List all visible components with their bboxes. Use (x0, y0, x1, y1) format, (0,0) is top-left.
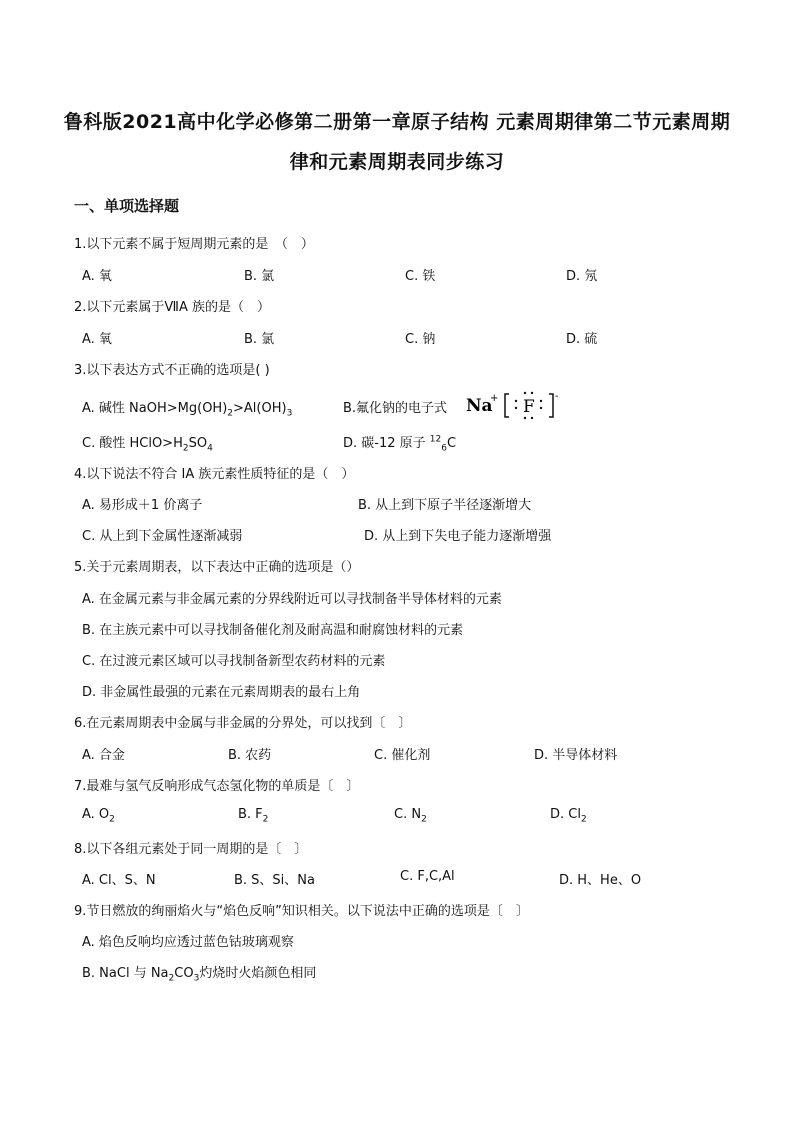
question-5-option-d: D. 非金属性最强的元素在元素周期表的最右上角 (82, 685, 361, 700)
question-2-stem: 2.以下元素属于ⅦA 族的是（ ） (74, 300, 270, 315)
q9b-sub-2: 3 (193, 973, 200, 984)
question-2-option-a: A. 氧 (82, 332, 112, 347)
question-6-option-b: B. 农药 (228, 748, 272, 763)
question-3-option-a (82, 397, 292, 419)
q3a-text: A. 碱性 NaOH>Mg(OH) (82, 401, 228, 416)
question-7-stem: 7.最难与氢气反响形成气态氢化物的单质是〔 〕 (74, 779, 360, 794)
question-6-stem: 6.在元素周期表中金属与非金属的分界处，可以找到〔 〕 (74, 716, 412, 731)
question-5-option-c: C. 在过渡元素区域可以寻找制备新型农药材料的元素 (82, 654, 386, 669)
q7c-text: C. N (394, 807, 422, 822)
lewis-anion: F (523, 397, 535, 417)
q7a-sub: 2 (109, 814, 115, 825)
q3c-text-2: SO (188, 436, 208, 451)
lewis-left-bracket (505, 394, 509, 417)
question-5-stem: 5.关于元素周期表，以下表达中正确的选项是（） (74, 560, 360, 575)
question-9-option-a: A. 焰色反响均应透过蓝色钴玻璃观察 (82, 935, 294, 950)
question-3-option-c (82, 432, 213, 454)
question-1-option-a: A. 氧 (82, 269, 112, 284)
lewis-right-bracket (549, 394, 553, 417)
question-5-option-b: B. 在主族元素中可以寻找制备催化剂及耐高温和耐腐蚀材料的元素 (82, 623, 464, 638)
question-4-stem: 4.以下说法不符合 IA 族元素性质特征的是（ ） (74, 467, 355, 482)
question-8-option-a: A. Cl、S、N (82, 873, 156, 888)
q3d-text: D. 碳-12 原子 (343, 436, 430, 451)
q7a-text: A. O (82, 807, 110, 822)
q3a-text-2: >Al(OH) (233, 401, 287, 416)
question-1-stem: 1.以下元素不属于短周期元素的是 （ ） (74, 237, 314, 252)
question-8-option-b: B. S、Si、Na (234, 873, 315, 888)
question-2-option-c: C. 钠 (405, 332, 436, 347)
q3c-sub: 2 (182, 443, 189, 454)
question-3-stem: 3.以下表达方式不正确的选项是( ) (74, 363, 270, 378)
question-1-option-d: D. 氖 (566, 269, 598, 284)
q7b-sub: 2 (262, 814, 269, 825)
question-5-option-a: A. 在金属元素与非金属元素的分界线附近可以寻找制备半导体材料的元素 (82, 592, 502, 607)
question-6-option-d: D. 半导体材料 (534, 748, 618, 763)
q9b-text-3: 灼烧时火焰颜色相同 (199, 966, 317, 981)
q9b-text-2: CO (174, 966, 194, 981)
q3a-sub: 2 (227, 408, 234, 419)
q3d-atomic-number: 6 (441, 443, 447, 454)
question-8-option-d: D. H、He、O (559, 873, 642, 888)
lewis-cation-charge: + (490, 393, 499, 404)
q9b-sub: 2 (168, 973, 175, 984)
question-3-option-b: B.氟化钠的电子式 (343, 401, 448, 416)
question-6-option-c: C. 催化剂 (374, 748, 431, 763)
sodium-fluoride-lewis-structure (466, 389, 566, 421)
q7d-sub: 2 (580, 814, 587, 825)
question-4-option-c: C. 从上到下金属性逐渐减弱 (82, 529, 243, 544)
q7d-text: D. Cl (550, 807, 581, 822)
question-7-option-c (394, 807, 427, 825)
question-9-stem: 9.节日燃放的绚丽焰火与“焰色反响”知识相关。以下说法中正确的选项是〔 〕 (74, 904, 529, 919)
question-2-option-b: B. 氯 (244, 332, 275, 347)
section-heading: 一、单项选择题 (74, 197, 180, 215)
question-6-option-a: A. 合金 (82, 748, 125, 763)
question-8-option-c: C. F,C,Al (400, 869, 455, 884)
q3c-text: C. 酸性 HClO>H (82, 436, 183, 451)
q3d-symbol: C (446, 436, 457, 451)
question-4-option-b: B. 从上到下原子半径逐渐增大 (358, 498, 532, 513)
question-4-option-a: A. 易形成＋1 价离子 (82, 498, 203, 513)
question-1-option-c: C. 铁 (405, 269, 436, 284)
lewis-anion-charge: - (555, 391, 559, 402)
q3a-sub-2: 3 (286, 408, 293, 419)
question-1-option-b: B. 氯 (244, 269, 275, 284)
q9b-text: B. NaCl 与 Na (82, 966, 169, 981)
question-7-option-d (550, 807, 587, 825)
question-4-option-d: D. 从上到下失电子能力逐渐增强 (364, 529, 552, 544)
document-title-line-1: 鲁科版2021高中化学必修第二册第一章原子结构 元素周期律第二节元素周期 (63, 111, 731, 133)
question-3-option-d (343, 432, 456, 454)
question-8-stem: 8.以下各组元素处于同一周期的是〔 〕 (74, 842, 308, 857)
q7b-text: B. F (238, 807, 263, 822)
question-7-option-a (82, 807, 115, 825)
document-title-line-2: 律和元素周期表同步练习 (289, 151, 505, 173)
lewis-cation: Na (466, 396, 493, 416)
question-9-option-b (82, 962, 316, 984)
q7c-sub: 2 (421, 814, 427, 825)
q3d-mass-number: 12 (429, 434, 442, 445)
question-2-option-d: D. 硫 (566, 332, 598, 347)
question-7-option-b (238, 807, 268, 825)
q3c-sub-2: 4 (207, 443, 213, 454)
